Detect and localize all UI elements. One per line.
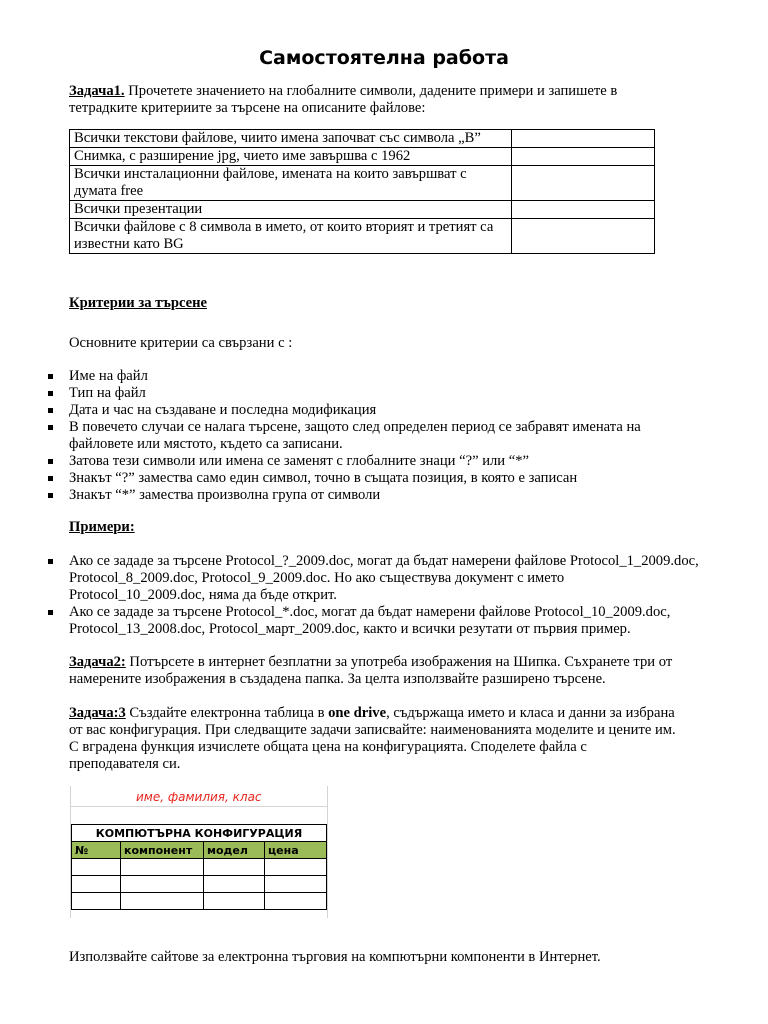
- criteria-heading-text: Критерии за търсене: [69, 295, 207, 311]
- criterion-text: Всички файлове с 8 символа в името, от които вторият и третият са известни като BG: [70, 219, 512, 254]
- task1-text-line1: Прочетете значението на глобалните символи, дадените примери и запишете в: [124, 83, 618, 99]
- task2-label: Задача2:: [69, 654, 126, 670]
- table-row: [70, 148, 655, 166]
- grid-line: [70, 806, 328, 807]
- table-row: [70, 166, 655, 201]
- criterion-text: Снимка, с разширение jpg, чието име завършва с 1962: [70, 148, 512, 166]
- examples-list: [69, 553, 699, 638]
- criterion-answer: [512, 166, 655, 201]
- table-row: [72, 893, 327, 910]
- task2: [69, 654, 679, 688]
- task3-label: Задача:3: [69, 705, 126, 721]
- table-row: [70, 201, 655, 219]
- table-cell: [121, 876, 204, 893]
- task3-text-after: , съдържаща името и класа и данни за избрана от вас конфигурация. При следващите задачи записвайте: наименованията моделите и цените им. С вградена функция изчислете общата цена на конфигурацията. Споделете файла с преподавателя си.: [69, 705, 676, 772]
- column-header: цена: [265, 842, 327, 859]
- table-cell: [72, 859, 121, 876]
- list-item: Ако се зададе за търсене Protocol_*.doc, могат да бъдат намерени файлове Protocol_10_2009.doc, Protocol_13_2008.doc, Protocol_март_2009.doc, както и всички резутати от първия пример.: [69, 604, 699, 638]
- table-cell: [72, 876, 121, 893]
- criterion-answer: [512, 219, 655, 254]
- list-item: Дата и час на създаване и последна модификация: [69, 402, 699, 419]
- criterion-text: Всички презентации: [70, 201, 512, 219]
- table-cell: [265, 893, 327, 910]
- table-header-row: [72, 842, 327, 859]
- table-cell: [204, 876, 265, 893]
- task3: [69, 705, 679, 773]
- criterion-answer: [512, 148, 655, 166]
- list-item: Име на файл: [69, 368, 699, 385]
- examples-heading: [69, 519, 669, 536]
- list-item: Знакът “*” замества произволна група от символи: [69, 487, 699, 504]
- examples-heading-text: Примери:: [69, 519, 135, 535]
- name-cell: име, фамилия, клас: [136, 790, 262, 804]
- table-cell: [265, 859, 327, 876]
- criteria-list: [69, 368, 699, 504]
- table-row: [70, 219, 655, 254]
- footer-note: Използвайте сайтове за електронна търговия на компютърни компоненти в Интернет.: [69, 949, 601, 965]
- table-row: [72, 825, 327, 842]
- column-header: компонент: [121, 842, 204, 859]
- task3-text-before: Създайте електронна таблица в: [125, 705, 329, 721]
- list-item: Тип на файл: [69, 385, 699, 402]
- page-title: Самостоятелна работа: [259, 47, 509, 69]
- table-row: [70, 130, 655, 148]
- task3-bold: one drive: [328, 705, 387, 721]
- table-row: [72, 859, 327, 876]
- table-cell: [204, 859, 265, 876]
- criteria-heading: [69, 295, 669, 312]
- task1-intro: [69, 83, 669, 117]
- table-cell: [121, 859, 204, 876]
- criterion-text: Всички инсталационни файлове, имената на които завършват с думата free: [70, 166, 512, 201]
- list-item: В повечето случаи се налага търсене, защото след определен период се забравят имената на файловете или мястото, където са записани.: [69, 419, 699, 453]
- table-cell: [204, 893, 265, 910]
- column-header: модел: [204, 842, 265, 859]
- task2-text: Потърсете в интернет безплатни за употреба изображения на Шипка. Съхранете три от намерените изображения в създадена папка. За целта използвайте разширено търсене.: [69, 654, 673, 687]
- task1-criteria-table: [69, 129, 655, 254]
- grid-line: [327, 786, 328, 918]
- task1-label: Задача1.: [69, 83, 125, 99]
- criterion-answer: [512, 201, 655, 219]
- table-cell: [121, 893, 204, 910]
- list-item: Ако се зададе за търсене Protocol_?_2009.doc, могат да бъдат намерени файлове Protocol_1_2009.doc, Protocol_8_2009.doc, Protocol_9_2009.doc. Но ако съществува документ с името Protocol_10_2009.doc, няма да бъде открит.: [69, 553, 699, 603]
- task1-text-line2: тетрадките критериите за търсене на описаните файлове:: [69, 100, 426, 116]
- list-item: Знакът “?” замества само един символ, точно в същата позиция, в която е записан: [69, 470, 699, 487]
- table-cell: [265, 876, 327, 893]
- table-cell: [72, 893, 121, 910]
- column-header: №: [72, 842, 121, 859]
- table-row: [72, 876, 327, 893]
- criterion-text: Всички текстови файлове, чиито имена започват със символа „B”: [70, 130, 512, 148]
- list-item: Затова тези символи или имена се заменят с глобалните знаци “?” или “*”: [69, 453, 699, 470]
- configuration-header: КОМПЮТЪРНА КОНФИГУРАЦИЯ: [72, 825, 327, 842]
- criteria-intro: Основните критерии са свързани с :: [69, 335, 293, 351]
- configuration-table: [71, 824, 327, 910]
- spreadsheet-image: [70, 786, 328, 918]
- criterion-answer: [512, 130, 655, 148]
